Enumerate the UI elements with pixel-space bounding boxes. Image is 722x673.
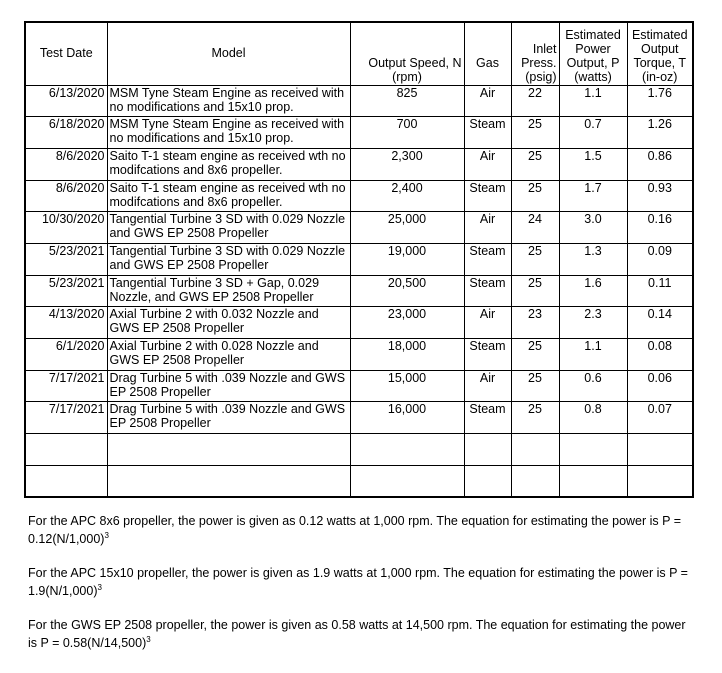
cell-inlet-press: 25 <box>511 117 559 149</box>
table-row <box>25 243 693 275</box>
cell-gas: Air <box>464 370 511 402</box>
cell-inlet-press: 25 <box>511 275 559 307</box>
note-text: For the GWS EP 2508 propeller, the power is given as 0.58 watts at 14,500 rpm. The equation for estimating the power is P = 0.58(N/14,500) <box>28 618 686 650</box>
cell-gas: Steam <box>464 117 511 149</box>
blank-cell <box>559 434 627 466</box>
cell-test-date: 8/6/2020 <box>25 180 107 212</box>
cell-test-date: 10/30/2020 <box>25 212 107 244</box>
header-model: Model <box>107 22 350 85</box>
cell-model: Drag Turbine 5 with .039 Nozzle and GWS EP 2508 Propeller <box>107 402 350 434</box>
cell-output-speed: 19,000 <box>350 243 464 275</box>
cell-model: Saito T-1 steam engine as received wth no modifcations and 8x6 propeller. <box>107 148 350 180</box>
cell-model: MSM Tyne Steam Engine as received with no modifications and 15x10 prop. <box>107 117 350 149</box>
cell-inlet-press: 25 <box>511 339 559 371</box>
cell-output-torque: 0.93 <box>627 180 693 212</box>
note-exponent: 3 <box>97 582 102 592</box>
cell-power-output: 1.7 <box>559 180 627 212</box>
table-row <box>25 212 693 244</box>
cell-model: Tangential Turbine 3 SD with 0.029 Nozzle and GWS EP 2508 Propeller <box>107 243 350 275</box>
cell-test-date: 4/13/2020 <box>25 307 107 339</box>
cell-gas: Air <box>464 85 511 117</box>
blank-cell <box>25 465 107 497</box>
table-row <box>25 85 693 117</box>
cell-power-output: 2.3 <box>559 307 627 339</box>
cell-power-output: 3.0 <box>559 212 627 244</box>
cell-output-torque: 0.14 <box>627 307 693 339</box>
cell-output-torque: 0.06 <box>627 370 693 402</box>
cell-output-torque: 1.76 <box>627 85 693 117</box>
cell-test-date: 5/23/2021 <box>25 243 107 275</box>
table-row <box>25 148 693 180</box>
cell-model: Axial Turbine 2 with 0.028 Nozzle and GWS EP 2508 Propeller <box>107 339 350 371</box>
cell-inlet-press: 25 <box>511 148 559 180</box>
blank-cell <box>25 434 107 466</box>
note-paragraph <box>28 616 688 652</box>
cell-output-speed: 18,000 <box>350 339 464 371</box>
cell-gas: Steam <box>464 243 511 275</box>
cell-output-speed: 20,500 <box>350 275 464 307</box>
cell-output-torque: 0.11 <box>627 275 693 307</box>
table-row <box>25 370 693 402</box>
cell-inlet-press: 24 <box>511 212 559 244</box>
blank-cell <box>627 434 693 466</box>
header-test-date: Test Date <box>25 22 107 85</box>
notes-section <box>28 512 688 668</box>
cell-gas: Steam <box>464 402 511 434</box>
note-text: For the APC 8x6 propeller, the power is given as 0.12 watts at 1,000 rpm. The equation for estimating the power is P = 0.12(N/1,000) <box>28 514 682 546</box>
cell-output-speed: 2,400 <box>350 180 464 212</box>
cell-test-date: 6/18/2020 <box>25 117 107 149</box>
cell-output-torque: 1.26 <box>627 117 693 149</box>
cell-test-date: 7/17/2021 <box>25 370 107 402</box>
cell-output-torque: 0.09 <box>627 243 693 275</box>
cell-model: Saito T-1 steam engine as received wth no modifcations and 8x6 propeller. <box>107 180 350 212</box>
header-inlet-press: Inlet Press. (psig) <box>511 22 559 85</box>
cell-test-date: 8/6/2020 <box>25 148 107 180</box>
cell-gas: Air <box>464 212 511 244</box>
cell-model: Tangential Turbine 3 SD with 0.029 Nozzle and GWS EP 2508 Propeller <box>107 212 350 244</box>
cell-gas: Air <box>464 148 511 180</box>
header-gas: Gas <box>464 22 511 85</box>
cell-power-output: 0.6 <box>559 370 627 402</box>
blank-row <box>25 465 693 497</box>
note-paragraph <box>28 564 688 600</box>
cell-inlet-press: 22 <box>511 85 559 117</box>
cell-model: Axial Turbine 2 with 0.032 Nozzle and GWS EP 2508 Propeller <box>107 307 350 339</box>
results-table <box>24 21 694 498</box>
cell-output-torque: 0.08 <box>627 339 693 371</box>
cell-power-output: 0.8 <box>559 402 627 434</box>
cell-output-torque: 0.07 <box>627 402 693 434</box>
cell-output-torque: 0.16 <box>627 212 693 244</box>
cell-power-output: 1.1 <box>559 85 627 117</box>
blank-cell <box>511 465 559 497</box>
blank-row <box>25 434 693 466</box>
cell-output-speed: 16,000 <box>350 402 464 434</box>
cell-output-speed: 23,000 <box>350 307 464 339</box>
blank-cell <box>107 434 350 466</box>
cell-output-speed: 15,000 <box>350 370 464 402</box>
cell-power-output: 1.5 <box>559 148 627 180</box>
header-output-torque: Estimated Output Torque, T (in-oz) <box>627 22 693 85</box>
cell-test-date: 6/13/2020 <box>25 85 107 117</box>
blank-cell <box>464 465 511 497</box>
cell-model: MSM Tyne Steam Engine as received with no modifications and 15x10 prop. <box>107 85 350 117</box>
cell-inlet-press: 23 <box>511 307 559 339</box>
cell-gas: Air <box>464 307 511 339</box>
cell-output-speed: 2,300 <box>350 148 464 180</box>
blank-cell <box>559 465 627 497</box>
blank-cell <box>107 465 350 497</box>
cell-test-date: 6/1/2020 <box>25 339 107 371</box>
cell-power-output: 1.6 <box>559 275 627 307</box>
cell-gas: Steam <box>464 339 511 371</box>
note-exponent: 3 <box>146 634 151 644</box>
header-row <box>25 22 693 85</box>
header-output-speed: Output Speed, N (rpm) <box>350 22 464 85</box>
cell-gas: Steam <box>464 275 511 307</box>
cell-gas: Steam <box>464 180 511 212</box>
blank-cell <box>350 465 464 497</box>
cell-inlet-press: 25 <box>511 370 559 402</box>
cell-model: Tangential Turbine 3 SD + Gap, 0.029 Nozzle, and GWS EP 2508 Propeller <box>107 275 350 307</box>
table-row <box>25 339 693 371</box>
cell-output-speed: 825 <box>350 85 464 117</box>
cell-test-date: 5/23/2021 <box>25 275 107 307</box>
note-paragraph <box>28 512 688 548</box>
table-row <box>25 307 693 339</box>
note-exponent: 3 <box>104 530 109 540</box>
cell-output-speed: 25,000 <box>350 212 464 244</box>
blank-cell <box>464 434 511 466</box>
blank-cell <box>350 434 464 466</box>
cell-power-output: 0.7 <box>559 117 627 149</box>
blank-cell <box>627 465 693 497</box>
cell-power-output: 1.3 <box>559 243 627 275</box>
cell-inlet-press: 25 <box>511 180 559 212</box>
cell-inlet-press: 25 <box>511 243 559 275</box>
blank-cell <box>511 434 559 466</box>
cell-model: Drag Turbine 5 with .039 Nozzle and GWS EP 2508 Propeller <box>107 370 350 402</box>
table-row <box>25 275 693 307</box>
table-row <box>25 180 693 212</box>
table-row <box>25 117 693 149</box>
cell-test-date: 7/17/2021 <box>25 402 107 434</box>
note-text: For the APC 15x10 propeller, the power is given as 1.9 watts at 1,000 rpm. The equation for estimating the power is P = 1.9(N/1,000) <box>28 566 688 598</box>
table-row <box>25 402 693 434</box>
header-power-output: Estimated Power Output, P (watts) <box>559 22 627 85</box>
cell-power-output: 1.1 <box>559 339 627 371</box>
cell-output-torque: 0.86 <box>627 148 693 180</box>
cell-inlet-press: 25 <box>511 402 559 434</box>
cell-output-speed: 700 <box>350 117 464 149</box>
